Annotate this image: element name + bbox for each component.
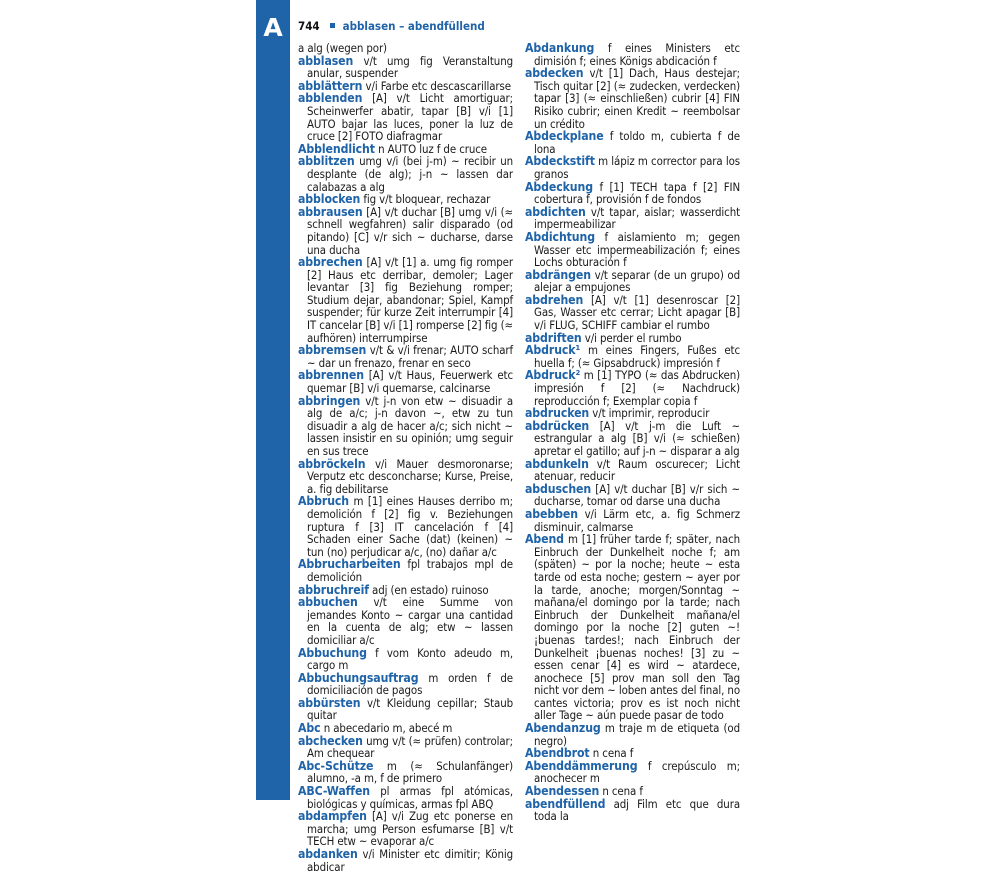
- dictionary-entry: [298, 92, 513, 142]
- definition: v/t [1] Dach, Haus destejar; Tisch quitar [2] (≈ zudecken, verdecken) tapar [3] (≈ einschließen) cubrir [4] FIN Risiko cubrir; einen Kredit ~ reembolsar un crédito: [534, 66, 741, 131]
- definition: m [1] TYPO (≈ das Abdrucken) impresión f [2] (≈ Nachdruck) reproducción f; Exemplar copia f: [534, 368, 740, 408]
- letter-tab: [256, 0, 290, 800]
- definition: v/t Kleidung cepillar; Staub quitar: [307, 695, 513, 723]
- headword: Abendanzug: [525, 721, 601, 736]
- definition: m orden f de domiciliación de pagos: [307, 670, 513, 698]
- dictionary-entry: [298, 369, 513, 394]
- dictionary-entry: [525, 269, 740, 294]
- dictionary-entry: [525, 798, 740, 823]
- dictionary-entry: [525, 42, 740, 67]
- definition: [A] v/t [1] desenroscar [2] Gas, Wasser etc cerrar; Licht apagar [B] v/i FLUG, SCHIFF cambiar el rumbo: [534, 292, 740, 333]
- dictionary-entry: [525, 130, 740, 155]
- dictionary-entry: [525, 369, 740, 407]
- page-number: 744: [298, 19, 320, 33]
- headword: Abbuchung: [298, 645, 367, 660]
- definition: [A] v/i Zug etc ponerse en marcha; umg Person esfumarse [B] v/t TECH etw ~ evaporar a/c: [307, 809, 513, 849]
- definition: f eines Ministers etc dimisión f; eines Königs abdicación f: [534, 41, 740, 68]
- headword: abblocken: [298, 192, 361, 207]
- headword: Abdeckplane: [525, 129, 604, 144]
- headword: abdrehen: [525, 292, 584, 307]
- headword: abblitzen: [298, 154, 355, 169]
- headword: abdampfen: [298, 809, 367, 824]
- definition: umg v/i (bei j-m) ~ recibir un desplante (de alg); j-n ~ lassen dar calabazas a alg: [307, 154, 513, 194]
- headword: abbrechen: [298, 255, 363, 270]
- dictionary-entry: [298, 848, 513, 873]
- definition: f toldo m, cubierta f de lona: [534, 129, 740, 156]
- dictionary-entry: [525, 181, 740, 206]
- dictionary-entry: [525, 155, 740, 180]
- headword: Abdruck²: [525, 368, 581, 383]
- headword: abduschen: [525, 481, 592, 496]
- definition: f vom Konto adeudo m, cargo m: [307, 645, 514, 673]
- dictionary-entry: [298, 735, 513, 760]
- definition: fig v/t bloquear, rechazar: [363, 192, 491, 207]
- definition: adj Film etc que dura toda la: [534, 796, 740, 824]
- headword: abbringen: [298, 393, 361, 408]
- definition: v/t Raum oscurecer; Licht atenuar, reducir: [534, 456, 741, 484]
- dictionary-entry: [298, 206, 513, 256]
- definition: pl armas fpl atómicas, biológicas y químicas, armas fpl ABQ: [307, 784, 514, 811]
- dictionary-entry: [298, 458, 513, 496]
- definition: v/t separar (de un grupo) od alejar a empujones: [534, 267, 740, 295]
- guide-words: abblasen – abendfüllend: [342, 19, 485, 33]
- headword: Abdichtung: [525, 229, 595, 244]
- headword: Abenddämmerung: [525, 758, 638, 773]
- definition: m traje m de etiqueta (od negro): [534, 721, 741, 748]
- headword: ABC-Waffen: [298, 784, 371, 799]
- dictionary-entry: [298, 344, 513, 369]
- definition: [A] v/t Licht amortiguar; Scheinwerfer abatir, tapar [B] v/i [1] AUTO bajar las luces, poner la luz de cruce [2] FOTO diafragmar: [307, 91, 513, 144]
- headword: abbremsen: [298, 343, 367, 358]
- definition: v/t umg fig Veranstaltung anular, suspender: [307, 53, 514, 81]
- definition: v/i Lärm etc, a. fig Schmerz disminuir, calmarse: [534, 506, 740, 534]
- headword: abbröckeln: [298, 456, 366, 471]
- definition: f [1] TECH tapa f [2] FIN cobertura f, provisión f de fondos: [534, 179, 741, 207]
- dictionary-entry: [525, 760, 740, 785]
- definition: f crepúsculo m; anochecer m: [534, 758, 740, 786]
- headword: Abblendlicht: [298, 141, 375, 156]
- dictionary-entry: [298, 495, 513, 558]
- headword: abdrängen: [525, 267, 591, 282]
- definition: m [1] früher tarde f; später, nach Einbruch der Dunkelheit noche f; am (späten) ~ por la noche; heute ~ esta tarde od esta noche; gestern ~ ayer por la tarde, anoche; morgen/Sonntag ~ mañana/el domingo por la tarde; nach Einbruch der Dunkelheit mañana/el domingo por la noche [2] guten ~! ¡buenas tardes!; nach Einbruch der Dunkelheit ¡buenas noches! [3] zu ~ essen cenar [4] es wird ~ atardece, anochece [5] prov man soll den Tag nicht vor dem ~ loben antes del final, no cantes victoria; prov es ist noch nicht aller Tage ~ aún puede pasar de todo: [534, 532, 740, 723]
- headword: abchecken: [298, 733, 363, 748]
- dictionary-entry: [525, 508, 740, 533]
- definition: v/t imprimir, reproducir: [592, 406, 710, 421]
- definition: n cena f: [592, 746, 634, 761]
- dictionary-entry: [298, 55, 513, 80]
- headword: Abdankung: [525, 41, 595, 55]
- headword: Abbuchungsauftrag: [298, 670, 419, 685]
- definition: v/t j-n von etw ~ disuadir a alg de a/c; j-n davon ~, etw zu tun disuadir a alg de hacer a/c; sich nicht ~ lassen insistir en su opinión; umg seguir en sus trece: [307, 393, 514, 458]
- headword: abblenden: [298, 91, 363, 106]
- dictionary-entry: [298, 155, 513, 193]
- definition: [A] v/t duchar [B] umg v/i (≈ schnell wegfahren) salir disparado (od pitando) [C] v/r sich ~ ducharse, darse una ducha: [307, 204, 513, 257]
- definition: m eines Fingers, Fußes etc huella f; (≈ Gipsabdruck) impresión f: [534, 343, 740, 370]
- dictionary-entry: [298, 672, 513, 697]
- definition: umg v/t (≈ prüfen) controlar; Am chequear: [307, 733, 513, 761]
- dictionary-entry: [525, 344, 740, 369]
- definition: a alg (wegen por): [298, 41, 387, 55]
- definition: v/i Mauer desmoronarse; Verputz etc desconcharse; Kurse, Preise, a. fig debilitarse: [307, 456, 513, 496]
- definition: v/i perder el rumbo: [584, 330, 682, 345]
- headword: abbürsten: [298, 695, 361, 710]
- dictionary-entry: [525, 206, 740, 231]
- headword: abdrücken: [525, 418, 590, 433]
- dictionary-entry: [298, 785, 513, 810]
- headword: abbrennen: [298, 368, 364, 383]
- headword: Abbruch: [298, 494, 350, 509]
- dictionary-entry: [525, 231, 740, 269]
- dictionary-entry: [298, 256, 513, 344]
- headword: Abdruck¹: [525, 343, 581, 358]
- headword: abbuchen: [298, 595, 358, 610]
- headword: abebben: [525, 506, 578, 521]
- definition: v/t eine Summe von jemandes Konto ~ cargar una cantidad en la cuenta de alg; etw ~ lassen domiciliar a/c: [307, 595, 513, 647]
- definition: n AUTO luz f de cruce: [378, 141, 487, 156]
- definition: [A] v/t [1] a. umg fig romper [2] Haus etc derribar, demoler; Lager levantar [3] fig Beziehung romper; Studium dejar, abandonar; Spiel, Kampf suspender; für kurze Zeit interrumpir [4] IT cancelar [B] v/i [1] romperse [2] fig (≈ aufhören) interrumpirse: [307, 255, 513, 345]
- right-column: [525, 42, 740, 823]
- definition: n abecedario m, abecé m: [323, 721, 453, 736]
- dictionary-entry: [525, 458, 740, 483]
- headword: Abbrucharbeiten: [298, 557, 401, 572]
- headword: abdunkeln: [525, 456, 589, 471]
- headword: Abend: [525, 532, 564, 547]
- definition: adj (en estado) ruinoso: [372, 582, 489, 597]
- definition: m [1] eines Hauses derribo m; demolición f [2] fig v. Beziehungen ruptura f [3] IT cancelación f [4] Schaden einer Sache (dat) (keinen) ~ tun (no) perjudicar a/c, (no) dañar a/c: [307, 494, 514, 559]
- definition: f aislamiento m; gegen Wasser etc impermeabilización f; eines Lochs obturación f: [534, 229, 741, 270]
- definition: [A] v/t Haus, Feuerwerk etc quemar [B] v/i quemarse, calcinarse: [307, 368, 513, 396]
- definition: m lápiz m corrector para los granos: [534, 154, 740, 181]
- tab-letter: A: [263, 13, 283, 42]
- dictionary-entry: [298, 810, 513, 848]
- headword: abendfüllend: [525, 796, 606, 811]
- definition: fpl trabajos mpl de demolición: [307, 557, 513, 584]
- dictionary-entry: [298, 558, 513, 583]
- bullet-icon: [330, 23, 335, 28]
- definition: n cena f: [602, 784, 643, 799]
- definition: v/t & v/i frenar; AUTO scharf ~ dar un frenazo, frenar en seco: [307, 343, 514, 370]
- headword: Abc-Schütze: [298, 758, 374, 773]
- headword: abdecken: [525, 66, 584, 81]
- definition: v/i Minister etc dimitir; König abdicar: [307, 847, 513, 874]
- dictionary-entry: [525, 533, 740, 722]
- headword: Abendbrot: [525, 746, 590, 761]
- dictionary-entry: [525, 420, 740, 458]
- headword: Abendessen: [525, 784, 600, 799]
- definition: v/i Farbe etc descascarillarse: [365, 78, 511, 93]
- headword: Abc: [298, 721, 321, 736]
- dictionary-entry: [525, 67, 740, 130]
- left-column: [298, 42, 513, 873]
- dictionary-entry: [298, 760, 513, 785]
- headword: abdichten: [525, 204, 586, 219]
- headword: Abdeckung: [525, 179, 593, 194]
- definition: [A] v/t j-m die Luft ~ estrangular a alg [B] v/i (≈ schießen) apretar el gatillo; auf j-n ~ disparar a alg: [534, 418, 740, 458]
- headword: abblasen: [298, 53, 354, 68]
- headword: abblättern: [298, 78, 363, 93]
- headword: abdriften: [525, 330, 582, 345]
- dictionary-entry: [298, 395, 513, 458]
- headword: abbruchreif: [298, 582, 369, 597]
- dictionary-entry: [298, 596, 513, 646]
- definition: m (≈ Schulanfänger) alumno, -a m, f de primero: [307, 758, 514, 786]
- dictionary-entry: [525, 722, 740, 747]
- dictionary-entry: [525, 483, 740, 508]
- dictionary-entry: [525, 294, 740, 332]
- headword: Abdeckstift: [525, 154, 595, 169]
- headword: abdanken: [298, 847, 358, 861]
- definition: v/t tapar, aislar; wasserdicht impermeabilizar: [534, 204, 741, 232]
- headword: abdrucken: [525, 406, 590, 421]
- definition: [A] v/t duchar [B] v/r sich ~ ducharse, tomar od darse una ducha: [534, 481, 740, 509]
- headword: abbrausen: [298, 204, 363, 219]
- dictionary-entry: [298, 697, 513, 722]
- dictionary-entry: [298, 647, 513, 672]
- page-header: [298, 19, 485, 37]
